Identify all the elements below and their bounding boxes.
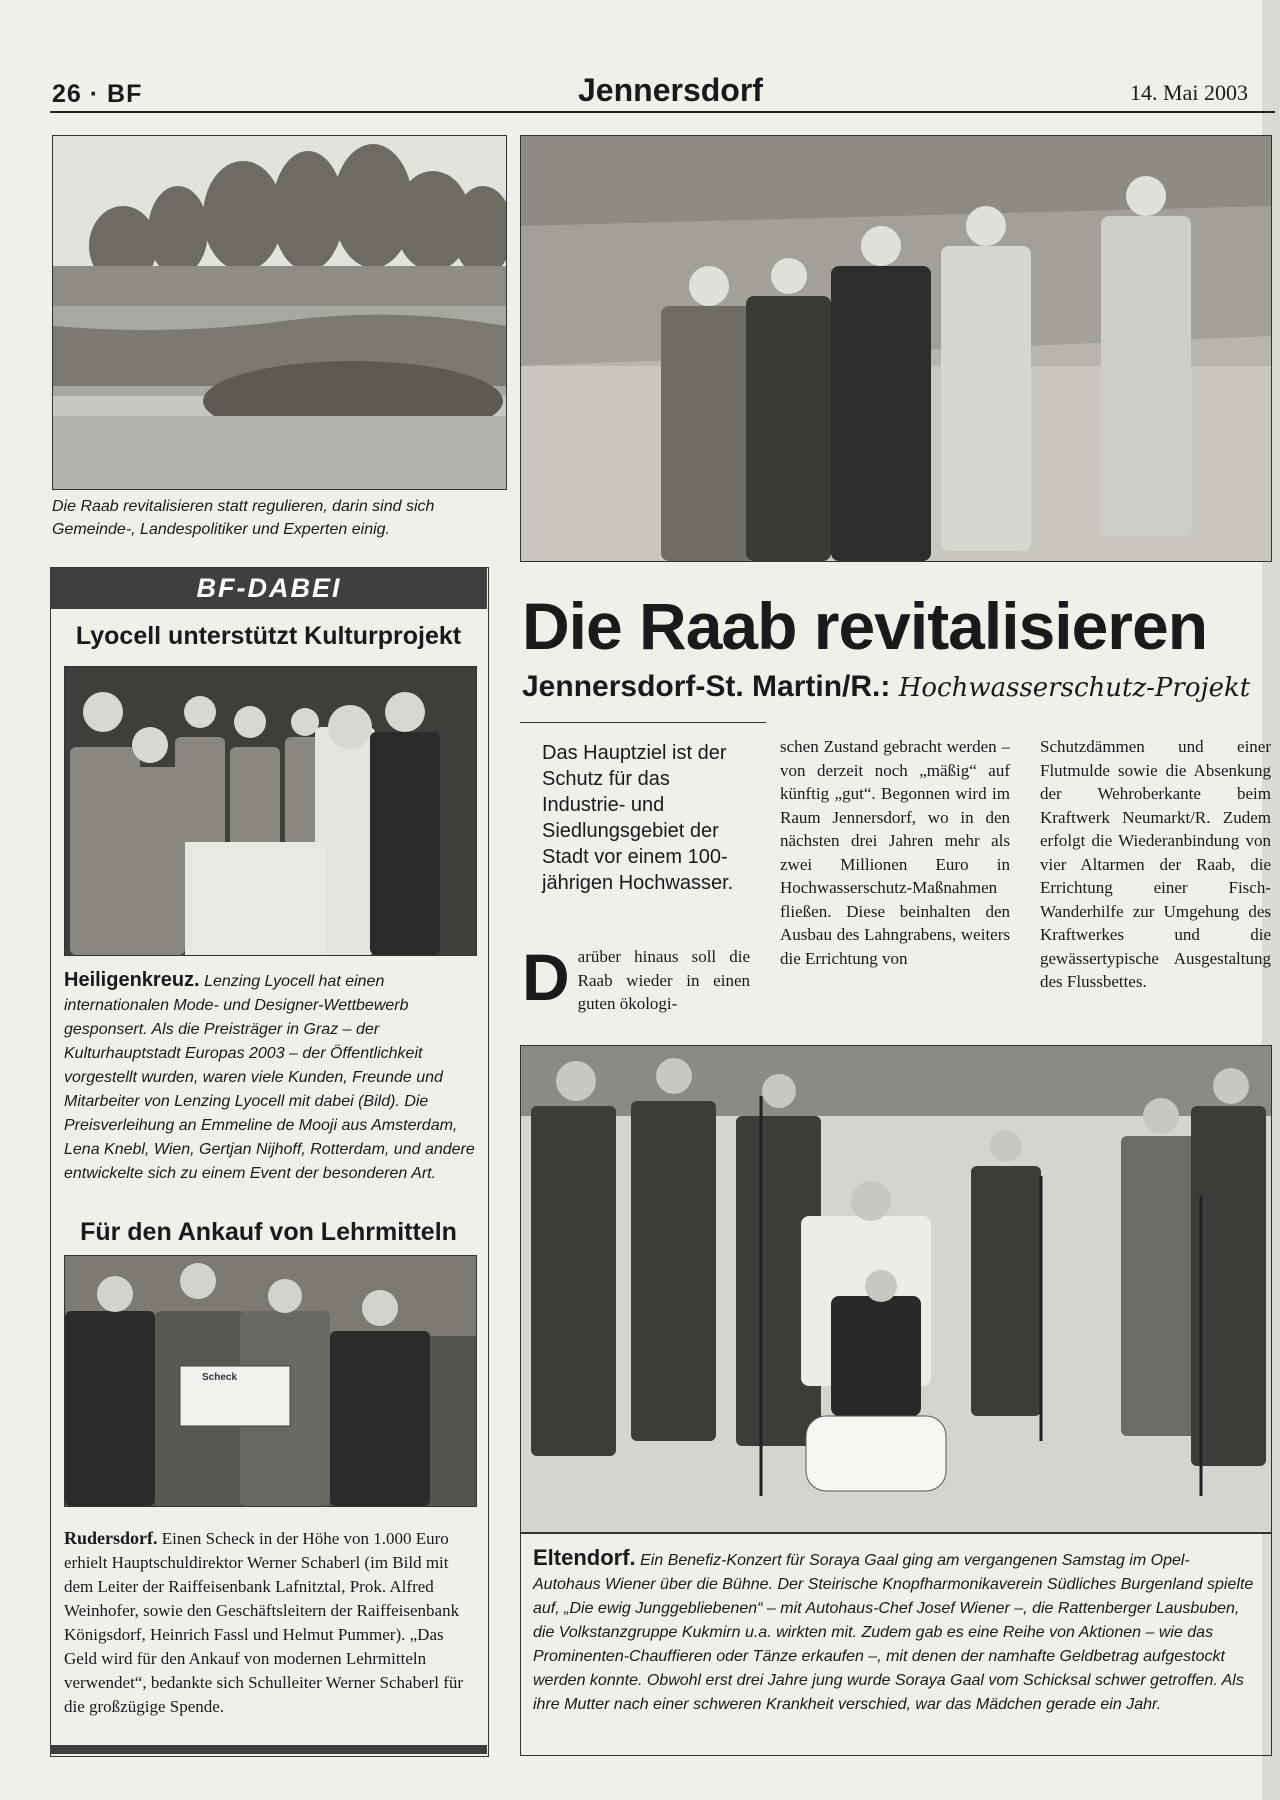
header-rule [50,111,1275,113]
drop-cap: D [522,940,570,1014]
cheque-handover-photo [64,1255,477,1507]
river-photo-caption: Die Raab revitalisieren statt regulieren, darin sind sich Gemeinde-, Landespolitiker und Experten einig. [52,498,435,538]
benefit-concert-photo [520,1045,1272,1534]
politicians-photo [520,135,1272,562]
lead-rule [520,722,766,723]
rudersdorf-body: Einen Scheck in der Höhe von 1.000 Euro erhielt Hauptschuldirektor Werner Schaberl (im Bild mit dem Leiter der Raiffeisenbank Lafnitztal, Prok. Alfred Weinhofer, sowie den Geschäftsleitern der Raiffeisenbank Königsdorf, Heinrich Fassl und Helmut Pummer). „Das Geld wird für den Ankauf von modernen Lehrmitteln verwendet“, bedankte sich Schulleiter Werner Schaberl für die großzügige Spende. [64,1529,464,1716]
article-place: Jennersdorf-St. Martin/R.: [522,670,891,703]
lyocell-event-photo [64,666,477,956]
lyocell-dateline: Heiligenkreuz. [64,969,200,991]
article-col1-text: arüber hinaus soll die Raab wieder in einen guten ökologi- [577,947,750,1013]
rudersdorf-story-text [64,1526,477,1719]
lyocell-headline: Lyocell unterstützt Kulturprojekt [75,622,462,650]
page-header-town: Jennersdorf [578,72,763,108]
article-column-2: schen Zustand gebracht werden – von derzeit noch „mäßig“ auf künftig „gut“. Begonnen wird im Raum Jennersdorf, wo in den nächsten drei Jahren mehr als zwei Millionen Euro in Hochwasserschutz-Maßnahmen fließen. Diese beinhalten den Ausbau des Lahngrabens, weiters die Errichtung von [780,737,1010,968]
article-subheadline [522,670,1250,704]
lehrmittel-headline: Für den Ankauf von Lehrmitteln [80,1218,457,1246]
article-column-1 [522,940,750,1016]
eltendorf-dateline: Eltendorf. [533,1545,636,1570]
article-lead: Das Hauptziel ist der Schutz für das Industrie- und Siedlungsgebiet der Stadt vor einem 100-jährigen Hochwasser. [542,742,734,894]
cheque-label: Scheck [202,1372,238,1383]
rudersdorf-dateline: Rudersdorf. [64,1528,158,1548]
lyocell-body: Lenzing Lyocell hat einen internationalen Mode- und Designer-Wettbewerb gesponsert. Als die Preisträger in Graz – der Kulturhauptstadt Europas 2003 – der Öffentlichkeit vorgestellt wurden, waren viele Kunden, Freunde und Mitarbeiter von Lenzing Lyocell mit dabei (Bild). Die Preisverleihung an Emmeline de Mooji aus Amsterdam, Lena Knebl, Wien, Gertjan Nijhoff, Rotterdam, und andere entwickelte sich zu einem Event der besonderen Art. [64,973,475,1182]
article-column-3: Schutzdämmen und einer Flutmulde sowie die Absenkung der Wehroberkante beim Kraftwerk Neumarkt/R. Zudem erfolgt die Wiederanbindung von vier Altarmen der Raab, die Errichtung einer Fisch-Wanderhilfe zur Umgehung des Kraftwerkes und die gewässertypische Ausgestaltung des Flussbettes. [1040,737,1271,991]
eltendorf-body: Ein Benefiz-Konzert für Soraya Gaal ging am vergangenen Samstag im Opel-Autohaus Wiener über die Bühne. Der Steirische Knopfharmonikaverein Südliches Burgenland spielte auf, „Die ewig Junggebliebenen“ – mit Autohaus-Chef Josef Wiener –, die Rattenberger Lausbuben, die Volkstanzgruppe Kukmirn u.a. wirkten mit. Zudem gab es eine Reihe von Aktionen – wie das Prominenten-Chauffieren oder Tänze erkaufen –, mit denen der namhafte Geldbetrag aufgestockt werden konnte. Obwohl erst drei Jahre jung wurde Soraya Gaal vom Schicksal schwer getroffen. Als ihre Mutter nach einer schweren Krankheit verschied, war das Mädchen gerade ein Jahr. [533,1552,1254,1713]
issue-date: 14. Mai 2003 [1130,80,1248,105]
eltendorf-story-text [533,1546,1257,1717]
page-section-label: 26 · BF [52,80,143,108]
bf-dabei-footer-bar [50,1745,487,1754]
article-headline: Die Raab revitalisieren [522,589,1208,663]
lyocell-story-text [64,968,477,1186]
article-topic: Hochwasserschutz-Projekt [898,673,1251,703]
river-photo [52,135,507,490]
bf-dabei-banner: BF-DABEI [51,568,487,609]
